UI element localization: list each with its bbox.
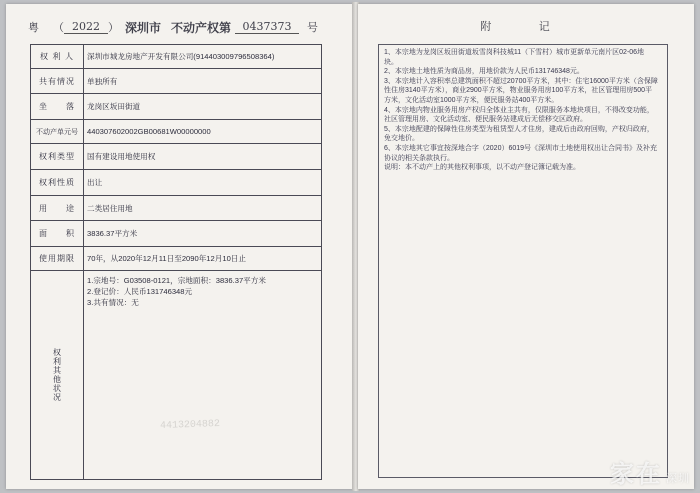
term-value: 70年，从2020年12月11日至2090年12月10日止	[84, 247, 322, 271]
right-nature-value: 出让	[84, 170, 322, 196]
watermark-sub: 深圳	[666, 472, 690, 485]
use-value: 二类居住用地	[84, 196, 322, 221]
co-own-label: 共有情况	[31, 69, 84, 94]
other-value	[84, 271, 322, 480]
watermark-main: 家在	[610, 460, 662, 488]
annex-title: 附 记	[480, 20, 572, 33]
city-name: 深圳市	[125, 20, 162, 35]
row-term	[31, 247, 322, 271]
cert-type: 不动产权第	[171, 20, 232, 35]
area-label: 面 积	[31, 221, 84, 247]
note-item: 3、本宗地计入容积率总建筑面积不超过20700平方米，其中：住宅16000平方米（含保障性住房3140平方米），商业2900平方米，物业服务用房100平方米，社区管理用房500平方米，文化活动室1000平方米，便民服务站400平方米。	[384, 77, 658, 104]
note-item: 2、本宗地土地性质为商品房，用地价款为人民币131746348元。	[384, 68, 584, 76]
year-open-paren: （	[53, 21, 64, 34]
term-label: 使用期限	[31, 247, 84, 271]
province-char: 粤	[28, 21, 39, 34]
site-watermark	[610, 454, 690, 489]
faint-serial-number: 4413204882	[159, 418, 221, 433]
other-label-cell	[31, 271, 84, 480]
co-own-value: 单独所有	[84, 69, 322, 94]
note-item: 5、本宗地配建的保障性住房类型为租赁型人才住房，建成后由政府回购，产权归政府，免交地价。	[384, 125, 654, 143]
year-close-paren: ）	[108, 21, 119, 34]
note-item: 6、本宗地其它事宜按深地合字（2020）6019号《深圳市土地使用权出让合同书》及补充协议的相关条款执行。	[384, 144, 658, 162]
area-value: 3836.37平方米	[84, 221, 322, 247]
row-other	[31, 271, 322, 480]
right-page-content	[358, 4, 694, 489]
right-type-label: 权利类型	[31, 144, 84, 170]
other-line-1: 1.宗地号：G03508-0121，宗地面积：3836.37平方米	[87, 276, 266, 285]
location-label: 坐 落	[31, 94, 84, 120]
row-area	[31, 221, 322, 247]
note-item: 说明：本不动产上的其他权利事项，以不动产登记簿记载为准。	[384, 164, 580, 172]
property-record-table	[30, 44, 322, 480]
unit-no-value: 440307602002GB00681W00000000	[84, 120, 322, 144]
cert-suffix: 号	[307, 21, 319, 34]
owner-value: 深圳市城龙房地产开发有限公司(91440300979650836​4)	[84, 45, 322, 69]
row-co-own	[31, 69, 322, 94]
row-owner	[31, 45, 322, 69]
note-item: 1、本宗地为龙岗区坂田街道坂雪岗科技城11（下雪村）城市更新单元南片区02-06地块。	[384, 49, 645, 66]
other-line-3: 3.共有情况：无	[87, 298, 139, 307]
right-type-value: 国有建设用地使用权	[84, 144, 322, 170]
row-use	[31, 196, 322, 221]
year-value: 2022	[64, 20, 108, 34]
right-nature-label: 权利性质	[31, 170, 84, 196]
row-location	[31, 94, 322, 120]
row-unit-no	[31, 120, 322, 144]
annex-notes	[384, 48, 658, 173]
row-right-nature	[31, 170, 322, 196]
note-item: 4、本宗地内物业服务用房产权归全体业主共有，仅限服务本地块项目，不得改变功能，社区管理用房、文化活动室、便民服务站建成后无偿移交区政府。	[384, 106, 654, 124]
certificate-header	[28, 16, 328, 38]
location-value: 龙岗区坂田街道	[84, 94, 322, 120]
row-right-type	[31, 144, 322, 170]
use-label: 用 途	[31, 196, 84, 221]
other-label: 权利其他状况	[52, 348, 62, 402]
other-line-2: 2.登记价：人民币131746348元	[87, 287, 193, 296]
cert-number: 0437373	[235, 20, 299, 34]
unit-no-label: 不动产单元号	[31, 120, 84, 144]
owner-label: 权 利 人	[31, 45, 84, 69]
